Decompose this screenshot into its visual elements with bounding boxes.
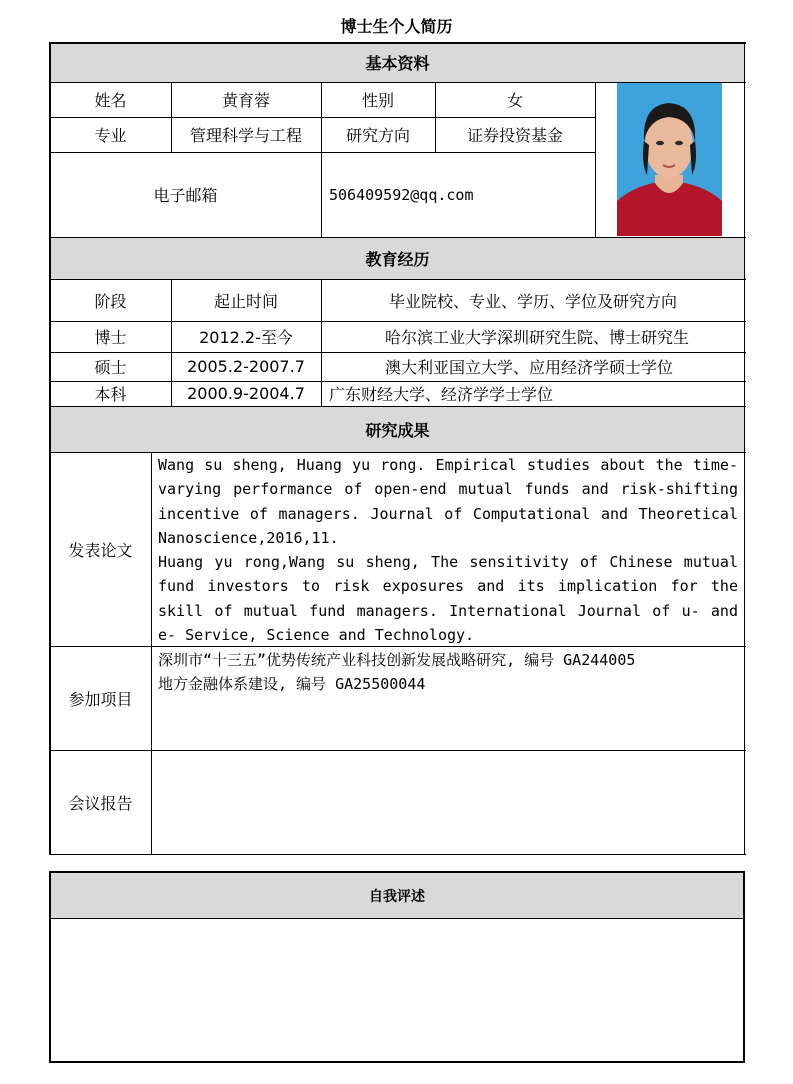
edu-row-detail: 澳大利亚国立大学、应用经济学硕士学位 — [385, 358, 674, 377]
edu-row-stage: 博士 — [94, 328, 127, 347]
page-title: 博士生个人简历 — [340, 17, 453, 36]
project-entry: 地方金融体系建设, 编号 GA25500044 — [158, 675, 426, 693]
edu-col-period: 起止时间 — [213, 291, 278, 311]
papers-content — [158, 453, 738, 645]
edu-row-detail: 广东财经大学、经济学学士学位 — [329, 385, 554, 404]
major-value: 管理科学与工程 — [189, 126, 302, 145]
basic-info-header-label: 基本资料 — [365, 54, 430, 73]
papers-label: 发表论文 — [68, 540, 133, 560]
paper-entry: Huang yu rong,Wang su sheng, The sensitivity of Chinese mutual fund investors to risk exposures and its implication for the skill of mutual fund managers. International Journal of u- and e- Service, Science and Technology. — [158, 553, 738, 645]
education-header — [50, 237, 745, 279]
edu-row-period: 2005.2-2007.7 — [187, 357, 305, 376]
email-value: 506409592@qq.com — [329, 185, 474, 204]
name-label: 姓名 — [94, 91, 127, 110]
portrait-image — [617, 83, 722, 236]
basic-info-header — [50, 43, 745, 82]
projects-label: 参加项目 — [68, 689, 133, 709]
gender-label: 性别 — [361, 91, 394, 110]
project-entry: 深圳市“十三五”优势传统产业科技创新发展战略研究, 编号 GA244005 — [158, 651, 636, 669]
email-label: 电子邮箱 — [153, 186, 218, 205]
edu-col-detail: 毕业院校、专业、学历、学位及研究方向 — [388, 291, 677, 311]
self-eval-content — [51, 919, 743, 1061]
edu-row-period: 2012.2-至今 — [199, 328, 293, 347]
education-header-label: 教育经历 — [365, 249, 430, 269]
edu-row-period: 2000.9-2004.7 — [187, 384, 305, 403]
edu-row-stage: 硕士 — [94, 358, 127, 377]
research-header — [50, 406, 745, 452]
research-direction-label: 研究方向 — [345, 126, 410, 145]
conference-label: 会议报告 — [68, 793, 133, 813]
gender-value: 女 — [506, 91, 523, 110]
self-eval-header — [51, 873, 743, 919]
edu-col-stage: 阶段 — [94, 291, 127, 311]
conference-content — [152, 751, 744, 853]
edu-row-detail: 哈尔滨工业大学深圳研究生院、博士研究生 — [385, 328, 690, 347]
research-header-label: 研究成果 — [365, 420, 430, 440]
edu-row-stage: 本科 — [94, 385, 127, 404]
self-eval-header-label: 自我评述 — [369, 888, 425, 905]
profile-photo — [617, 83, 722, 236]
name-value: 黄育蓉 — [221, 91, 270, 110]
projects-content — [158, 648, 743, 748]
self-eval-box — [49, 871, 745, 1063]
major-label: 专业 — [94, 126, 127, 145]
research-direction-value: 证券投资基金 — [466, 126, 563, 145]
paper-entry: Wang su sheng, Huang yu rong. Empirical studies about the time-varying performance of open-end mutual funds and risk-shifting incentive of managers. Journal of Computational and Theoretical Nanoscience,2016,11. — [158, 456, 738, 547]
